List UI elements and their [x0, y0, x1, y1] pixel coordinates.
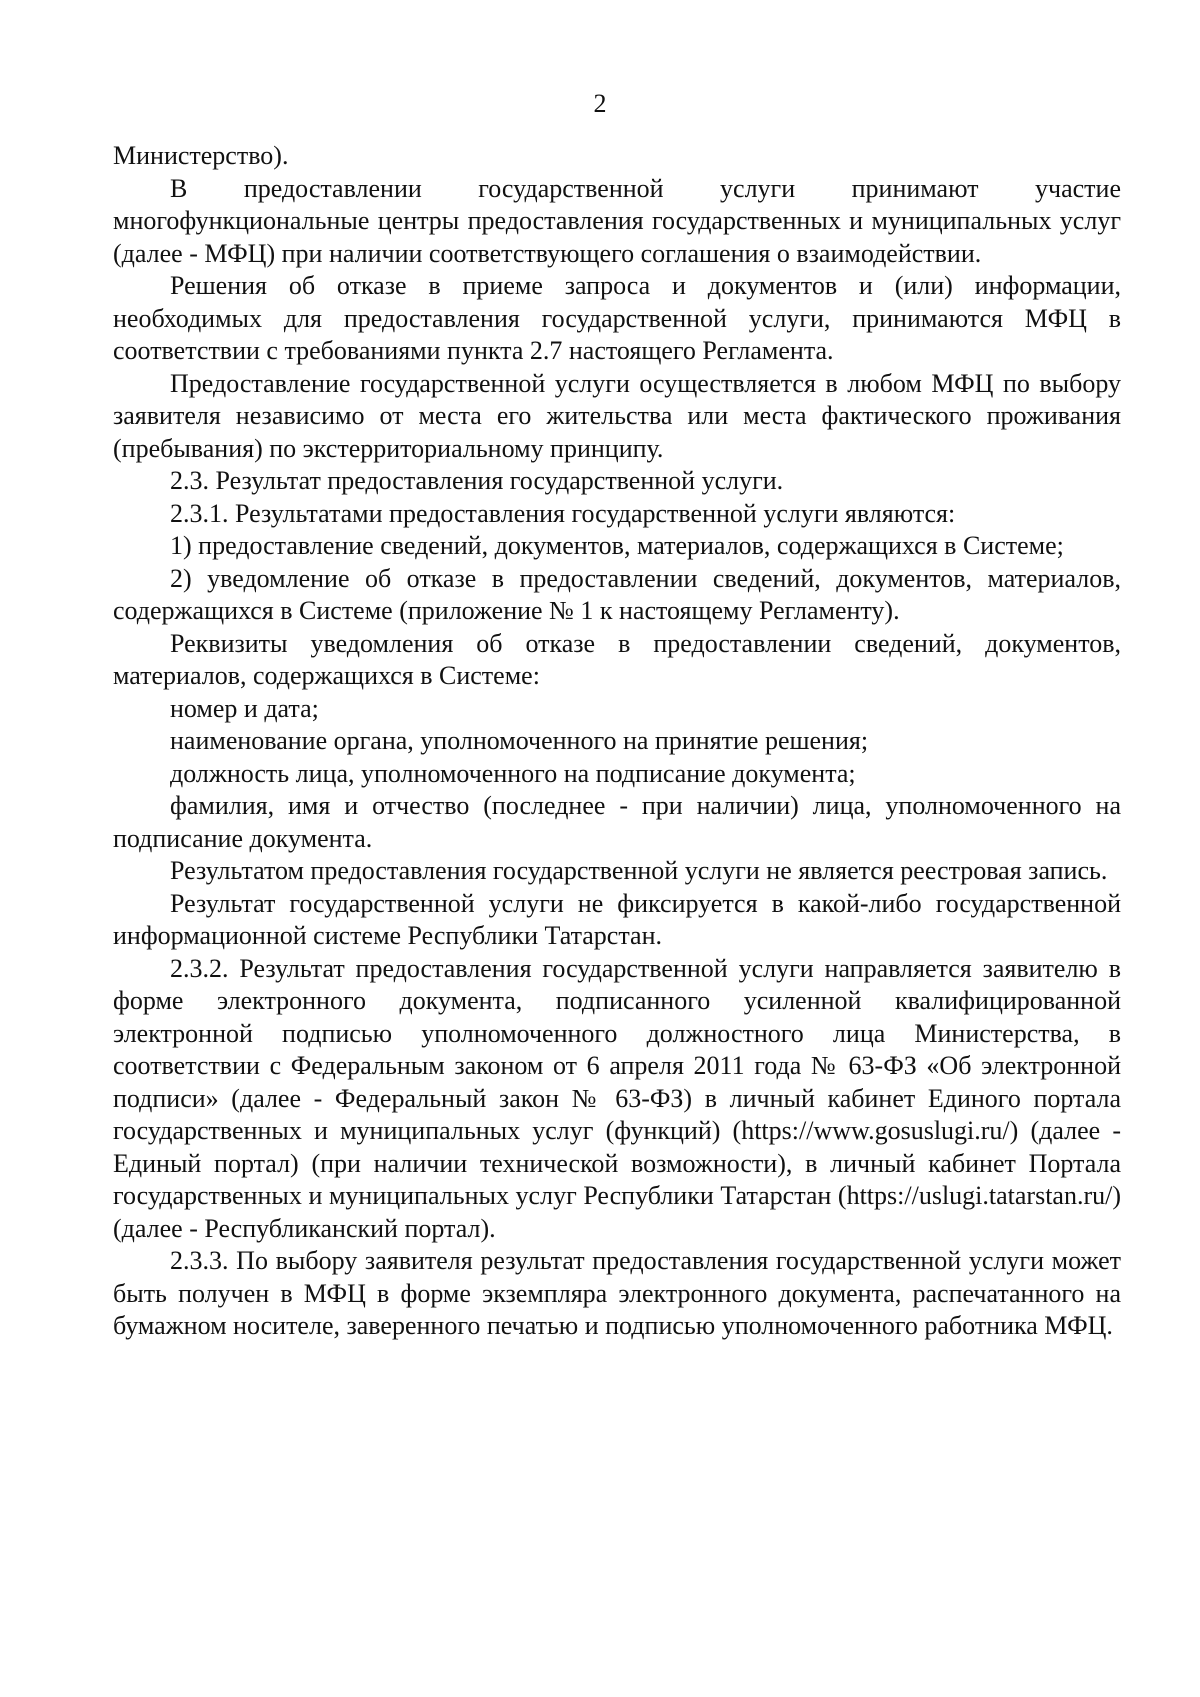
- section-2-3-3: 2.3.3. По выбору заявителя результат предоставления государственной услуги может быть получен в МФЦ в форме экземпляра электронного документа, распечатанного на бумажном носителе, заверенного печатью и подписью уполномоченного работника МФЦ.: [113, 1246, 1121, 1340]
- requisite-official-name: фамилия, имя и отчество (последнее - при наличии) лица, уполномоченного на подписание документа.: [113, 791, 1121, 853]
- paragraph-not-registry-entry: Результатом предоставления государственной услуги не является реестровая запись.: [170, 856, 1108, 885]
- paragraph-refusal-decisions: Решения об отказе в приеме запроса и документов и (или) информации, необходимых для предоставления государственной услуги, принимаются МФЦ в соответствии с требованиями пункта 2.7 настоящего Регламента.: [113, 271, 1121, 365]
- requisite-number-date: номер и дата;: [170, 693, 319, 723]
- section-2-3-2: 2.3.2. Результат предоставления государственной услуги направляется заявителю в форме электронного документа, подписанного усиленной квалифицированной электронной подписью уполномоченного должностного лица Министерства, в соответствии с Федеральным законом от 6 апреля 2011 года № 63-ФЗ «Об электронной подписи» (далее - Федеральный закон № 63-ФЗ) в личный кабинет Единого портала государственных и муниципальных услуг (функций) (https://www.gosuslugi.ru/) (далее - Единый портал) (при наличии технической возможности), в личный кабинет Портала государственных и муниципальных услуг Республики Татарстан (https://uslugi.tatarstan.ru/) (далее - Республиканский портал).: [113, 953, 1121, 1243]
- paragraph-mfc-participation: В предоставлении государственной услуги принимают участие многофункциональные центры предоставления государственных и муниципальных услуг (далее - МФЦ) при наличии соответствующего соглашения о взаимодействии.: [113, 173, 1121, 268]
- list-item-1: 1) предоставление сведений, документов, материалов, содержащихся в Системе;: [170, 531, 1064, 560]
- paragraph-not-recorded: Результат государственной услуги не фиксируется в какой-либо государственной информационной системе Республики Татарстан.: [113, 888, 1121, 950]
- requisite-authority-name: наименование органа, уполномоченного на принятие решения;: [170, 726, 869, 755]
- paragraph-notice-requisites: Реквизиты уведомления об отказе в предоставлении сведений, документов, материалов, содержащихся в Системе:: [113, 628, 1121, 690]
- paragraph-continuation: Министерство).: [113, 141, 289, 170]
- paragraph-extraterritorial: Предоставление государственной услуги осуществляется в любом МФЦ по выбору заявителя независимо от места его жительства или места фактического проживания (пребывания) по экстерриториальному принципу.: [113, 368, 1121, 463]
- section-heading-2-3-1: 2.3.1. Результатами предоставления государственной услуги являются:: [170, 498, 956, 528]
- document-body: [113, 140, 1121, 1343]
- page-number: 2: [593, 89, 607, 118]
- list-item-2: 2) уведомление об отказе в предоставлении сведений, документов, материалов, содержащихся в Системе (приложение № 1 к настоящему Регламенту).: [113, 563, 1121, 625]
- section-heading-2-3: 2.3. Результат предоставления государственной услуги.: [170, 466, 784, 495]
- requisite-official-position: должность лица, уполномоченного на подписание документа;: [170, 758, 856, 788]
